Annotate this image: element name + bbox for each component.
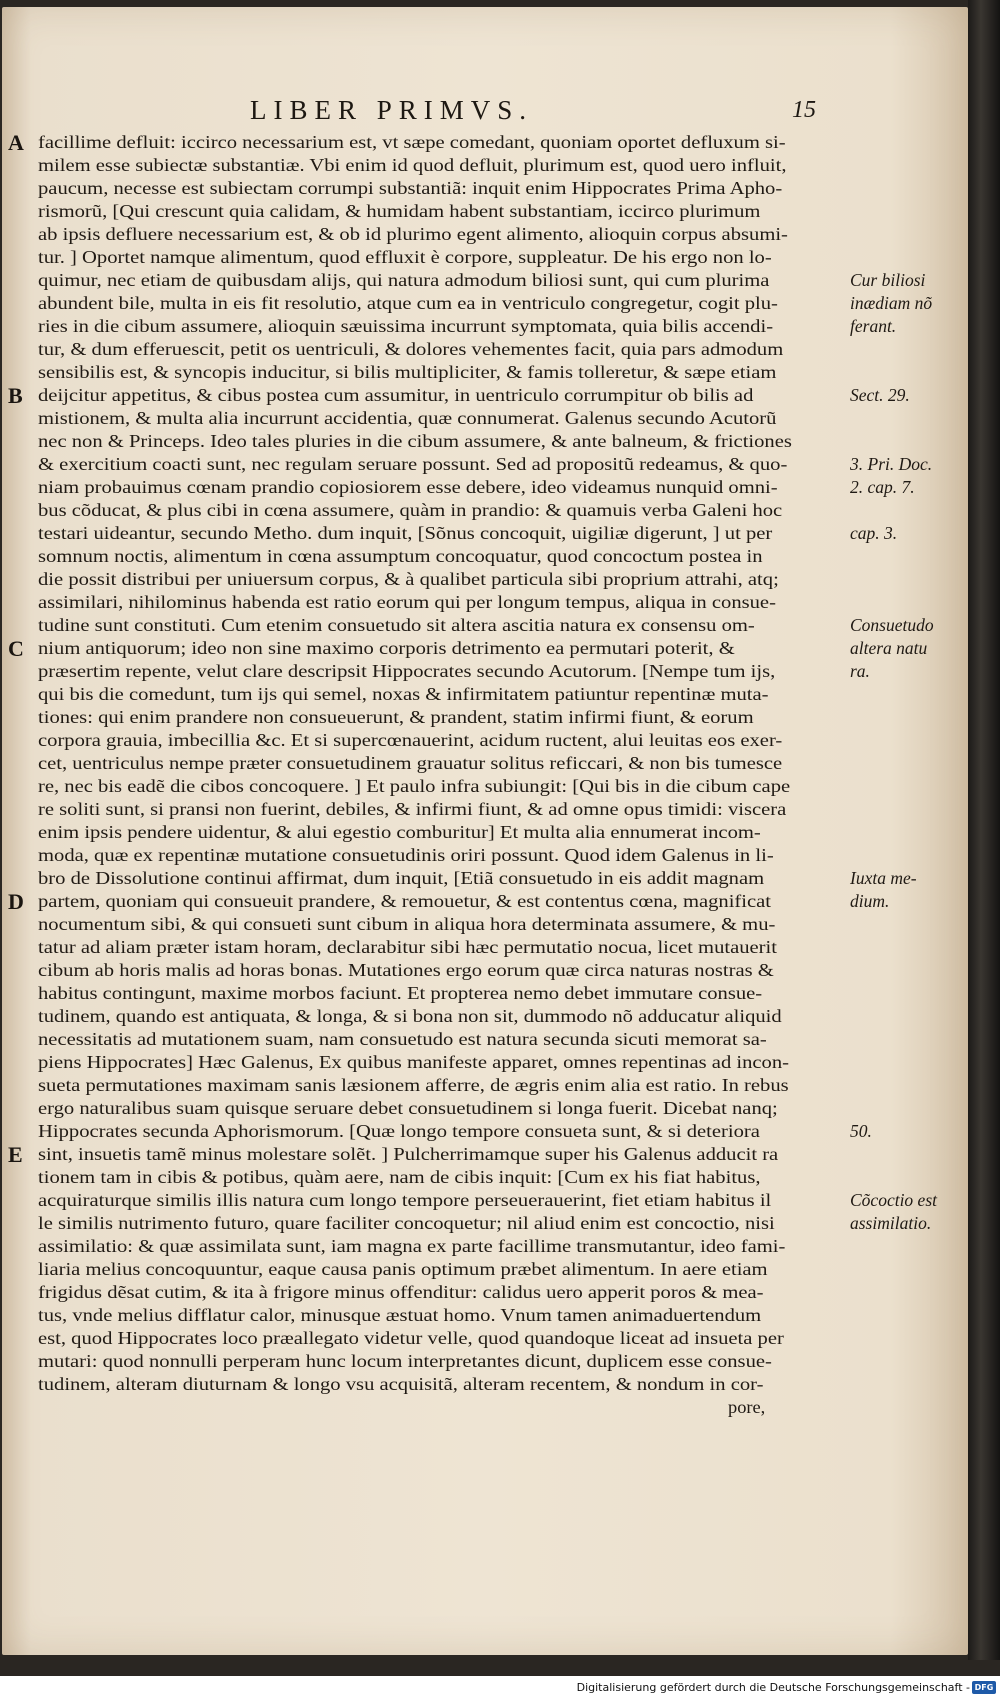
- line-text: nocumentum sibi, & qui consueti sunt cibum in aliqua hora determinata assumere, & mu-: [38, 914, 776, 934]
- line-text: cet, uentriculus nempe præter consuetudinem grauatur solitus reficcari, & non bis tumesce: [38, 753, 783, 773]
- line-text: corpora grauia, imbecillia &c. Et si supercœnauerint, acidum ructent, alui leuitas eos exer-: [38, 730, 783, 750]
- text-line: [28, 1350, 818, 1373]
- book-page: [2, 7, 968, 1655]
- text-line: [28, 867, 818, 890]
- text-line: [28, 959, 818, 982]
- text-line: [28, 430, 818, 453]
- text-line: [28, 706, 818, 729]
- text-line: [28, 177, 818, 200]
- line-text: bus cõducat, & plus cibi in cœna assumere, quàm in prandio: & quamuis verba Galeni hoc: [38, 500, 783, 520]
- text-line: [28, 821, 818, 844]
- footer-bar: [0, 1676, 1000, 1700]
- line-text: acquiraturque similis illis natura cum longo tempore perseuerauerint, fiet etiam habitus il: [38, 1190, 772, 1210]
- line-text: quimur, nec etiam de quibusdam alijs, qui natura admodum biliosi sunt, qui cum plurima: [38, 270, 770, 290]
- line-text: sint, insuetis tamẽ minus molestare solẽt. ] Pulcherrimamque super his Galenus adducit ra: [38, 1144, 779, 1164]
- line-text: re soliti sunt, si pransi non fuerint, debiles, & infirmi fiunt, & ad omne opus timidi: viscera: [38, 799, 787, 819]
- margin-note: Consuetudo: [850, 615, 934, 635]
- line-text: deijcitur appetitus, & cibus postea cum assumitur, in uentriculo corrumpitur ob bilis ad: [38, 385, 754, 405]
- text-line: [28, 1373, 818, 1396]
- margin-note: Sect. 29.: [850, 385, 910, 405]
- footer-credit: Digitalisierung gefördert durch die Deutsche Forschungsgemeinschaft -: [576, 1681, 970, 1694]
- text-line: [28, 1281, 818, 1304]
- section-marker: A: [8, 130, 24, 155]
- line-text: nium antiquorum; ideo non sine maximo corporis detrimento ea permutari poterit, &: [38, 638, 735, 658]
- text-line: [28, 1005, 818, 1028]
- line-text: pore,: [728, 1397, 766, 1417]
- text-line: [28, 292, 818, 315]
- text-line: [8, 636, 818, 661]
- line-text: mistionem, & multa alia incurrunt accidentia, quæ connumerat. Galenus secundo Acutorũ: [38, 408, 777, 428]
- book-spine: [968, 0, 1000, 1660]
- text-line: [28, 798, 818, 821]
- line-text: tionem tam in cibis & potibus, quàm aere, nam de cibis inquit: [Cum ex his fiat habitus,: [38, 1167, 761, 1187]
- line-text: est, quod Hippocrates loco præallegato videtur velle, quod quandoque liceat ad insueta per: [38, 1328, 784, 1348]
- margin-note: cap. 3.: [850, 523, 898, 543]
- text-line: [28, 591, 818, 614]
- margin-note: Iuxta me-: [850, 868, 917, 888]
- line-text: tudinem, quando est antiquata, & longa, & si bona non sit, dummodo nõ adducatur aliquid: [38, 1006, 782, 1026]
- text-line: [28, 844, 818, 867]
- text-line: [28, 545, 818, 568]
- text-line: [8, 889, 818, 914]
- section-marker: D: [8, 889, 24, 914]
- line-text: tudinem, alteram diuturnam & longo vsu acquisitã, alteram recentem, & nondum in cor-: [38, 1374, 764, 1394]
- section-marker: C: [8, 636, 24, 661]
- line-text: tus, vnde melius difflatur calor, minusque æstuat homo. Vnum tamen animaduertendum: [38, 1305, 762, 1325]
- text-line: [28, 154, 818, 177]
- text-line: [28, 1166, 818, 1189]
- line-text: somnum noctis, alimentum in cœna assumptum concoquatur, quod concoctum postea in: [38, 546, 763, 566]
- text-line: [28, 1120, 818, 1143]
- text-line: [28, 361, 818, 384]
- line-text: habitus contingunt, maxime morbos faciunt. Et propterea nemo debet immutare consue-: [38, 983, 763, 1003]
- margin-note: 2. cap. 7.: [850, 477, 915, 497]
- margin-note: ferant.: [850, 316, 897, 336]
- running-head: LIBER PRIMVS.: [250, 95, 534, 125]
- line-text: le similis nutrimento futuro, quare faciliter concoquetur; nil aliud enim est concoctio, nisi: [38, 1213, 775, 1233]
- margin-note: dium.: [850, 891, 890, 911]
- text-line: [28, 246, 818, 269]
- text-line: [28, 476, 818, 499]
- line-text: frigidus dẽsat cutim, & ita à frigore minus offenditur: calidus uero apperit poros & mea-: [38, 1282, 764, 1302]
- text-line: [28, 1074, 818, 1097]
- line-text: tiones: qui enim prandere non consueuerunt, & prandent, statim infirmi fiunt, & eorum: [38, 707, 754, 727]
- margin-note: Cur biliosi: [850, 270, 926, 290]
- text-line: [28, 614, 818, 637]
- text-line: [28, 752, 818, 775]
- text-line: [28, 407, 818, 430]
- text-line: [8, 130, 818, 155]
- section-marker: E: [8, 1142, 23, 1167]
- text-line: [28, 1097, 818, 1120]
- line-text: rismorũ, [Qui crescunt quia calidam, & humidam habent substantiam, iccirco plurimum: [38, 201, 761, 221]
- line-text: niam probauimus cœnam prandio copiosiorem esse debere, ideo videamus nunquid omni-: [38, 477, 778, 497]
- line-text: ab ipsis defluere necessarium est, & ob id plurimo egent alimento, alioquin corpus absumi-: [38, 224, 788, 244]
- line-text: necessitatis ad mutationem suam, nam consuetudo est natura secunda sicuti memorat sa-: [38, 1029, 767, 1049]
- line-text: piens Hippocrates] Hæc Galenus, Ex quibus manifeste apparet, omnes repentinas ad incon-: [38, 1052, 790, 1072]
- text-line: [28, 315, 818, 338]
- line-text: tudine sunt constituti. Cum etenim consuetudo sit altera ascitia natura ex consensu om-: [38, 615, 755, 635]
- text-line: [28, 499, 818, 522]
- line-text: præsertim repente, velut clare descripsit Hippocrates secundo Acutorum. [Nempe tum ijs,: [38, 661, 776, 681]
- line-text: cibum ab horis malis ad horas bonas. Mutationes ergo eorum quæ circa naturas nostras &: [38, 960, 774, 980]
- line-text: tur, & dum efferuescit, petit os uentriculi, & dolores vehementes facit, quia pars admodum: [38, 339, 784, 359]
- text-line: [28, 200, 818, 223]
- margin-note: altera natu: [850, 638, 928, 658]
- margin-note: inædiam nõ: [850, 293, 933, 313]
- text-line: [28, 936, 818, 959]
- line-text: sensibilis est, & syncopis inducitur, si bilis multipliciter, & famis tolleretur, & sæpe etiam: [38, 362, 777, 382]
- line-text: ries in die cibum assumere, alioquin sæuissima incurrunt symptomata, quia bilis accendi-: [38, 316, 774, 336]
- line-text: mutari: quod nonnulli perperam hunc locum interpretantes dicunt, duplicem esse consue-: [38, 1351, 772, 1371]
- text-line: [28, 729, 818, 752]
- line-text: re, nec bis eadẽ die cibos concoquere. ] Et paulo infra subiungit: [Qui bis in die cibum cape: [38, 776, 791, 796]
- text-line: [28, 683, 818, 706]
- margin-note: Cõcoctio est: [850, 1190, 937, 1210]
- page-header: [2, 95, 968, 135]
- line-text: moda, quæ ex repentinæ mutatione consuetudinis oriri possunt. Quod idem Galenus in li-: [38, 845, 774, 865]
- text-line: [28, 775, 818, 798]
- line-text: nec non & Princeps. Ideo tales pluries in die cibum assumere, & ante balneum, & frictiones: [38, 431, 792, 451]
- text-line: [28, 568, 818, 591]
- dfg-logo: DFG: [972, 1681, 996, 1694]
- line-text: milem esse subiectæ substantiæ. Vbi enim id quod defluit, plurimum est, quod uero influit,: [38, 155, 787, 175]
- line-text: die possit distribui per uniuersum corpus, & à qualibet particula sibi proprium attrahi, atq;: [38, 569, 779, 589]
- text-line: [28, 1327, 818, 1350]
- text-line: [28, 269, 818, 292]
- text-line: [8, 383, 818, 408]
- margin-note: ra.: [850, 661, 870, 681]
- text-line: [28, 1028, 818, 1051]
- text-line: [28, 453, 818, 476]
- line-text: Hippocrates secunda Aphorismorum. [Quæ longo tempore consueta sunt, & si deteriora: [38, 1121, 760, 1141]
- line-text: liaria melius concoquuntur, eaque causa panis optimum præbet alimentum. In aere etiam: [38, 1259, 768, 1279]
- margin-note: assimilatio.: [850, 1213, 932, 1233]
- text-line: [28, 1258, 818, 1281]
- text-line: [28, 1051, 818, 1074]
- line-text: assimilatio: & quæ assimilata sunt, iam magna ex parte facillime transmutantur, ideo fami-: [38, 1236, 786, 1256]
- text-line: [28, 1189, 818, 1212]
- text-line: [28, 1235, 818, 1258]
- line-text: abundent bile, multa in eis fit resolutio, atque cum ea in ventriculo congregetur, cogit plu-: [38, 293, 778, 313]
- text-line: [28, 338, 818, 361]
- text-line: [28, 982, 818, 1005]
- margin-note: 3. Pri. Doc.: [850, 454, 933, 474]
- section-marker: B: [8, 383, 23, 408]
- line-text: facillime defluit: iccirco necessarium est, vt sæpe comedant, quoniam oportet defluxum si-: [38, 132, 786, 152]
- text-line: [8, 1142, 818, 1167]
- line-text: & exercitium coacti sunt, nec regulam seruare possunt. Sed ad propositũ redeamus, & quo-: [38, 454, 788, 474]
- line-text: ergo naturalibus suam quisque seruare debet consuetudinem si longa fuerit. Dicebat nanq;: [38, 1098, 778, 1118]
- text-line: [28, 522, 818, 545]
- line-text: partem, quoniam qui consueuit prandere, & remouetur, & est contentus cœna, magnificat: [38, 891, 772, 911]
- text-line: [28, 913, 818, 936]
- text-line: [28, 1304, 818, 1327]
- body-text: [8, 130, 937, 1419]
- line-text: paucum, necesse est subiectam corrumpi substantiã: inquit enim Hippocrates Prima Apho-: [38, 178, 783, 198]
- line-text: enim ipsis pendere uidentur, & alui egestio comburitur] Et multa alia ennumerat incom-: [38, 822, 761, 842]
- text-line: [28, 223, 818, 246]
- text-line: [28, 1396, 818, 1419]
- line-text: tatur ad aliam præter istam horam, declarabitur sibi hæc permutatio nocua, licet mutauerit: [38, 937, 777, 957]
- line-text: bro de Dissolutione continui affirmat, dum inquit, [Etiã consuetudo in eis addit magnam: [38, 868, 765, 888]
- line-text: sueta permutationes maximam sanis læsionem afferre, de ægris enim alia est ratio. In rebus: [38, 1075, 789, 1095]
- line-text: assimilari, nihilominus habenda est ratio eorum qui per longum tempus, aliqua in consue-: [38, 592, 776, 612]
- text-line: [28, 1212, 818, 1235]
- line-text: testari uideantur, secundo Metho. dum inquit, [Sõnus concoquit, uigiliæ digerunt, ] ut per: [38, 523, 773, 543]
- text-line: [28, 660, 818, 683]
- line-text: qui bis die comedunt, tum ijs qui semel, noxas & infirmitatem patiuntur repentinæ muta-: [38, 684, 769, 704]
- line-text: tur. ] Oportet namque alimentum, quod effluxit è corpore, suppleatur. De his ergo non lo-: [38, 247, 772, 267]
- page-number: 15: [792, 97, 816, 123]
- margin-note: 50.: [850, 1121, 872, 1141]
